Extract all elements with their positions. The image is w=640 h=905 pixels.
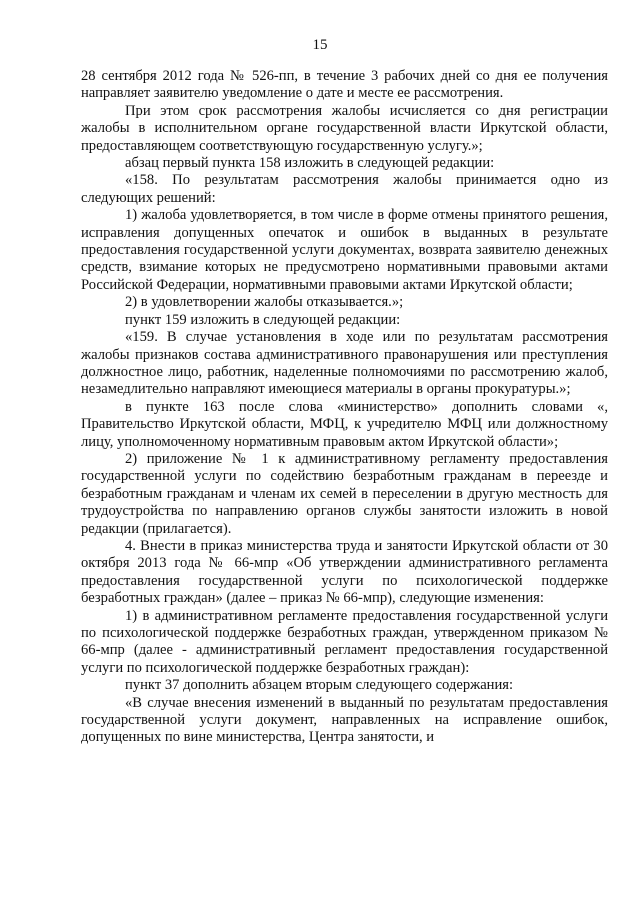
paragraph: 1) жалоба удовлетворяется, в том числе в форме отмены принятого решения, исправления допущенных опечаток и ошибок в выданных в результате предоставления государственной услуги документах, возврата заявителю денежных средств, взимание которых не предусмотрено нормативными правовыми актами Российской Федерации, нормативными правовыми актами Иркутской области; xyxy=(81,207,608,293)
paragraph: «158. По результатам рассмотрения жалобы принимается одно из следующих решений: xyxy=(81,172,608,206)
page-number: 15 xyxy=(312,37,328,53)
paragraph: «В случае внесения изменений в выданный по результатам предоставления государственной услуги документ, направленных на исправление ошибок, допущенных по вине министерства, Центра занятости, и xyxy=(81,694,608,746)
paragraph: 1) в административном регламенте предоставления государственной услуги по психологической поддержке безработных граждан, утвержденном приказом № 66-мпр (далее - административный регламент предоставления государственной услуги по психологической поддержке безработных граждан): xyxy=(81,607,608,676)
paragraph: 28 сентября 2012 года № 526-пп, в течение 3 рабочих дней со дня ее получения направляет заявителю уведомление о дате и месте ее рассмотрения. xyxy=(81,68,608,102)
paragraph: пункт 159 изложить в следующей редакции: xyxy=(125,311,401,328)
paragraph: 2) приложение № 1 к административному регламенту предоставления государственной услуги по содействию безработным гражданам в переезде и безработным гражданам и членам их семей в переселении в другую местность для трудоустройства по направлению органов службы занятости изложить в новой редакции (прилагается). xyxy=(81,450,608,537)
document-body xyxy=(81,68,608,747)
paragraph: «159. В случае установления в ходе или по результатам рассмотрения жалобы признаков состава административного правонарушения или преступления должностное лицо, работник, наделенные полномочиями по рассмотрению жалоб, незамедлительно направляют имеющиеся материалы в органы прокуратуры.»; xyxy=(81,329,608,398)
paragraph: в пункте 163 после слова «министерство» дополнить словами «, Правительство Иркутской области, МФЦ, к учредителю МФЦ или должностному лицу, уполномоченному нормативным правовым актом Иркутской области»; xyxy=(81,398,608,450)
paragraph: 2) в удовлетворении жалобы отказывается.»; xyxy=(125,294,404,311)
paragraph: 4. Внести в приказ министерства труда и занятости Иркутской области от 30 октября 2013 года № 66-мпр «Об утверждении административного регламента предоставления государственной услуги по психологической поддержке безработных граждан» (далее – приказ № 66-мпр), следующие изменения: xyxy=(81,537,608,607)
paragraph: абзац первый пункта 158 изложить в следующей редакции: xyxy=(125,155,495,172)
paragraph: пункт 37 дополнить абзацем вторым следующего содержания: xyxy=(125,677,514,694)
paragraph: При этом срок рассмотрения жалобы исчисляется со дня регистрации жалобы в исполнительном органе государственной власти Иркутской области, предоставляющем соответствующую государственную услугу.»; xyxy=(81,102,608,154)
